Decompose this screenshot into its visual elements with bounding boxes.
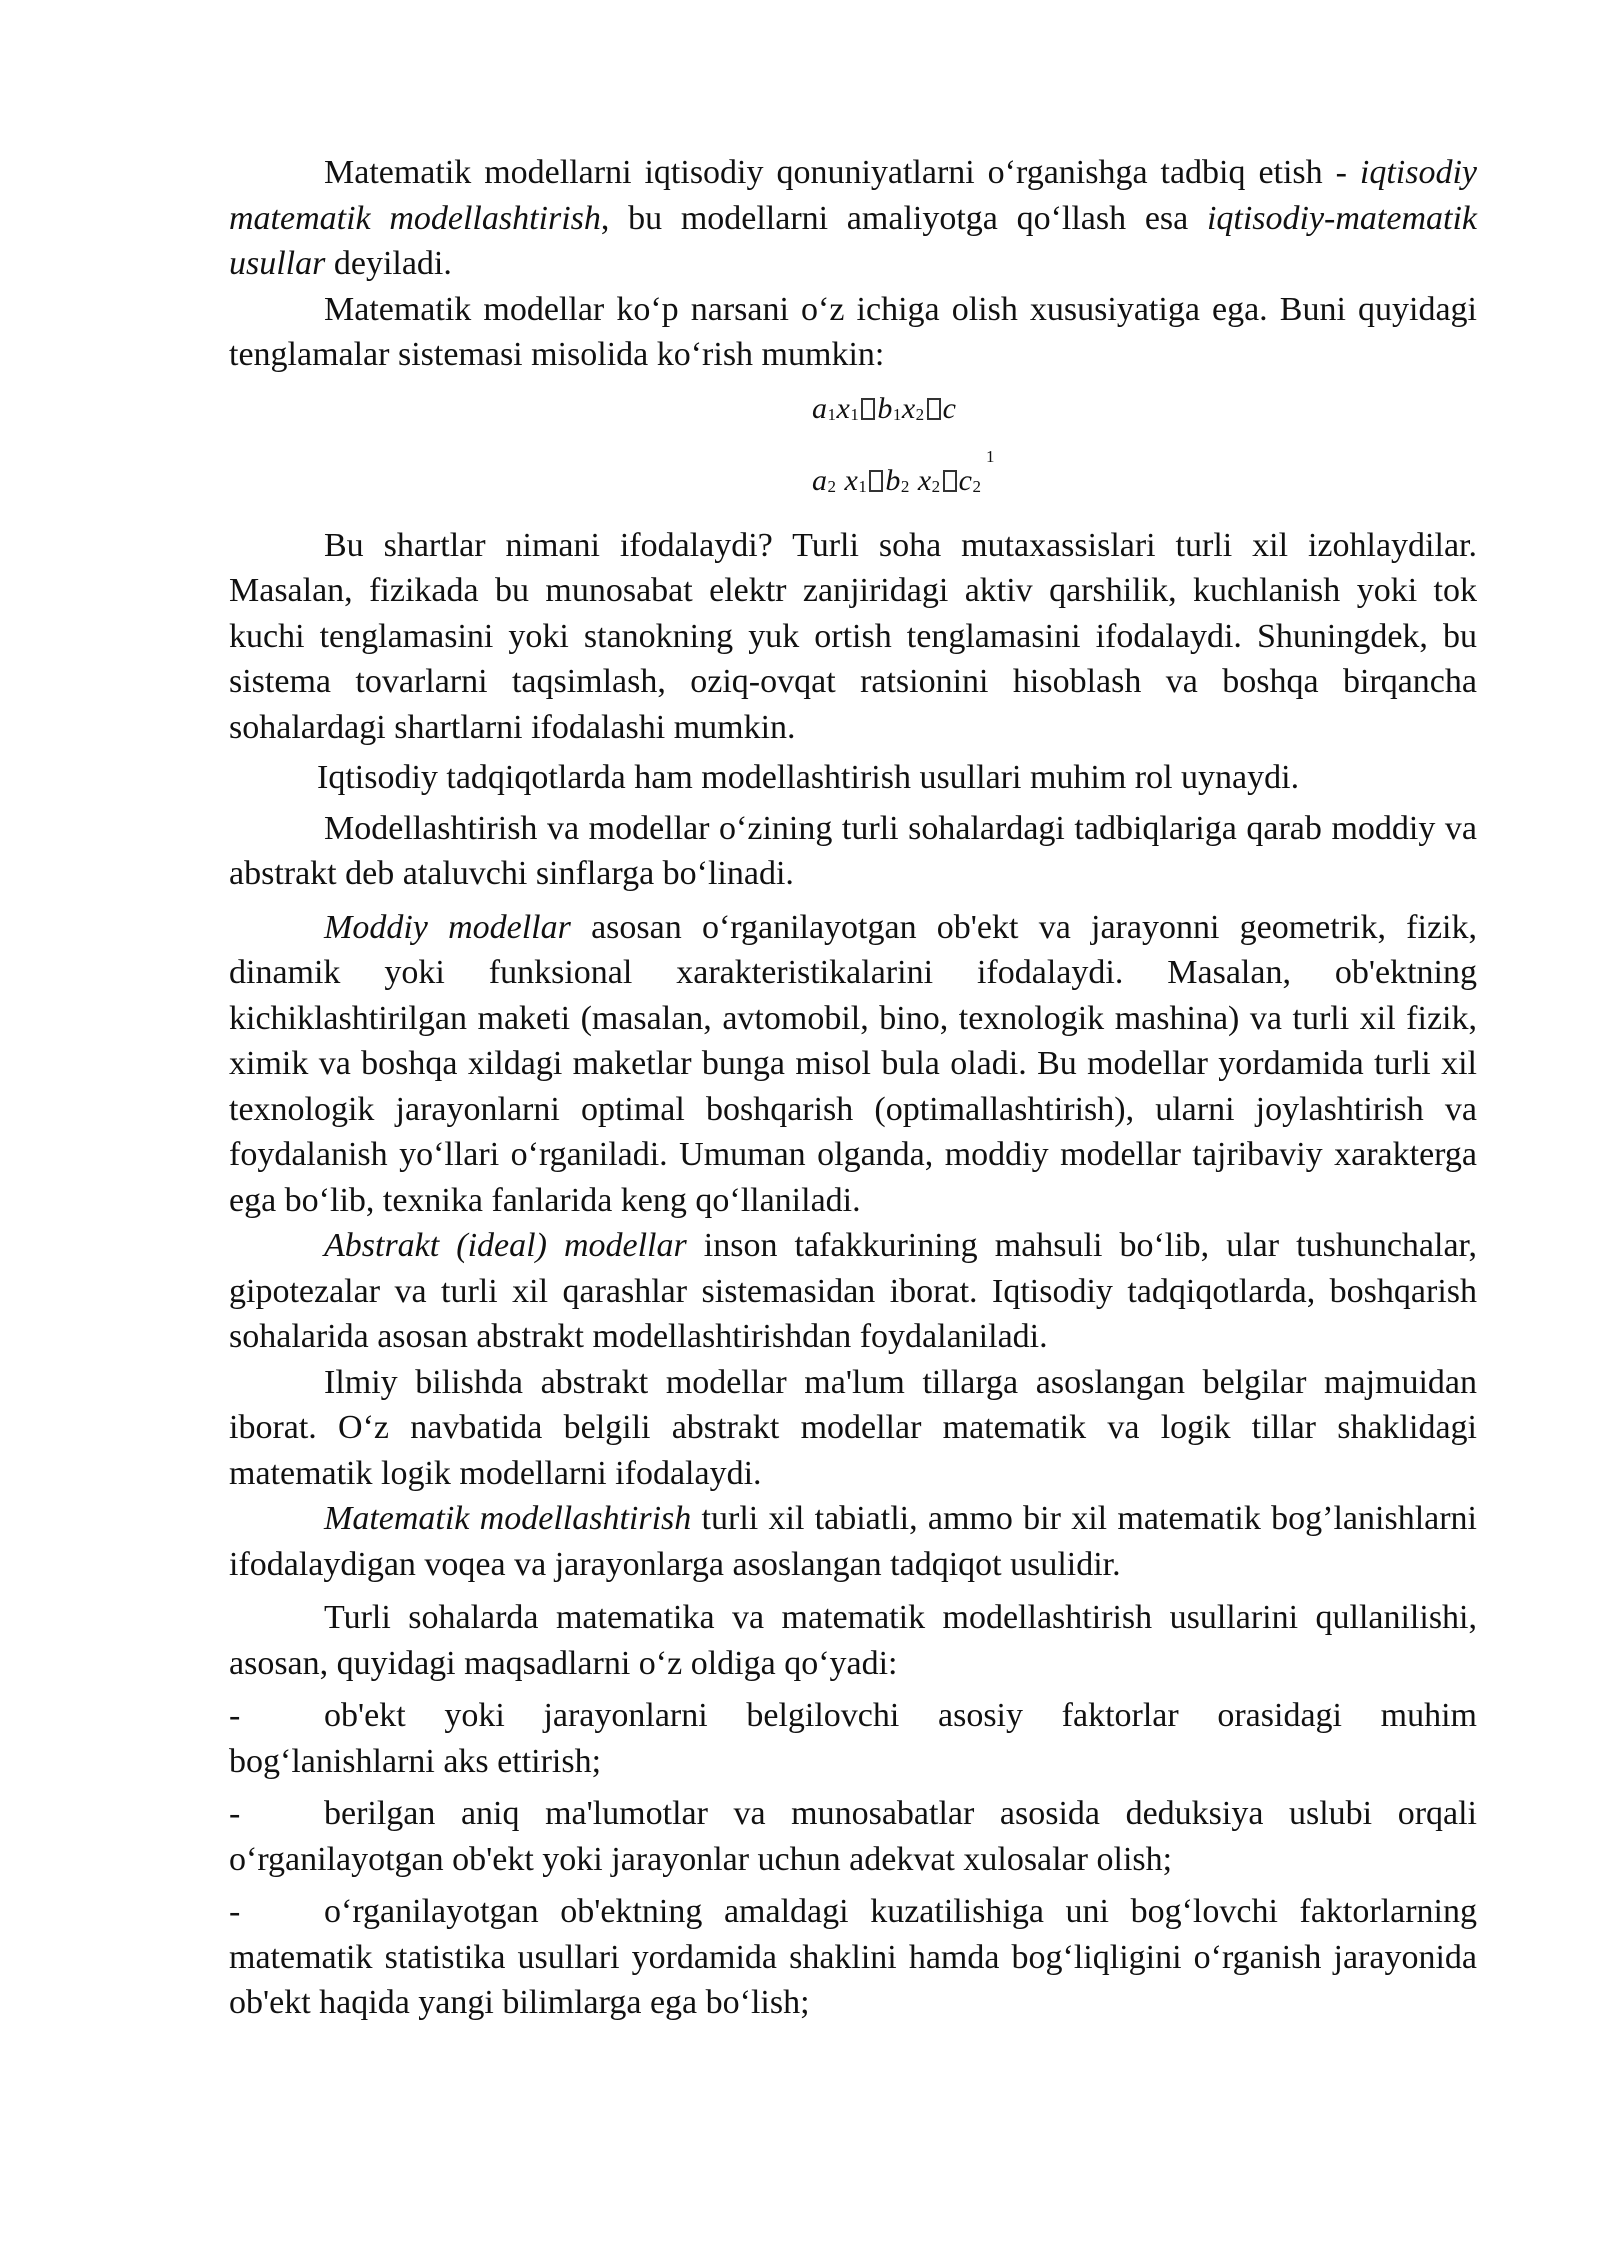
paragraph-math-modelling <box>229 1496 1477 1587</box>
italic-term: Abstrakt (ideal) modellar <box>324 1227 687 1264</box>
eq-subscript: 1 <box>892 404 902 424</box>
paragraph-text: Matematik modellarni iqtisodiy qonuniyatlarni o‘rganishga tadbiq etish - <box>324 154 1360 191</box>
eq-subscript: 2 <box>900 476 910 496</box>
paragraph-text: turli xil tabiatli, ammo bir xil matematik bog’lanishlarni ifodalaydigan voqea va jarayonlarga asoslangan tadqiqot usulidir. <box>229 1500 1478 1583</box>
paragraph-text: asosan o‘rganilayotgan ob'ekt va jarayonni geometrik, fizik, dinamik yoki funksional xarakteristikalarini ifodalaydi. Masalan, ob'ektning kichiklashtirilgan maketi (masalan, avtomobil, bino, texnologik mashina) va turli xil fizik, ximik va boshqa xildagi maketlar bunga misol bula oladi. Bu modellar yordamida turli xil texnologik jarayonlarni optimal boshqarish (optimallashtirish), ularni joylashtirish va foydalanish yo‘llari o‘rganiladi. Umuman olganda, moddiy modellar tajribaviy xarakterga ega bo‘lib, texnika fanlarida keng qo‘llaniladi. <box>229 908 1477 1219</box>
eq-subscript: 2 <box>931 476 941 496</box>
eq-subscript: 1 <box>850 404 860 424</box>
equation-system <box>229 378 1477 523</box>
eq-symbol: c <box>958 463 973 497</box>
paragraph-intro <box>229 150 1477 287</box>
paragraph-text: inson tafakkurining mahsuli bo‘lib, ular tushunchalar, gipotezalar va turli xil qarashlar sistemasidan iborat. Iqtisodiy tadqiqotlarda, boshqarish sohalarida asosan abstrakt modellashtirishdan foydalaniladi. <box>229 1227 1477 1355</box>
paragraph-material-models <box>229 905 1477 1224</box>
dash-marker: - <box>229 1697 241 1734</box>
eq-subscript: 1 <box>858 476 868 496</box>
list-item-text: o‘rganilayotgan ob'ektning amaldagi kuzatilishiga uni bog‘lovchi faktorlarning matematik statistika usullari yordamida shaklini hamda bog‘liqligini o‘rganish jarayonida ob'ekt haqida yangi bilimlarga ega bo‘lish; <box>229 1893 1477 2021</box>
dash-marker: - <box>229 1795 241 1832</box>
italic-term: iqtisodiy matematik modellashtirish <box>229 154 1477 237</box>
equation-row-1 <box>812 386 956 438</box>
equation-row-2 <box>812 458 981 510</box>
missing-glyph-icon <box>861 398 875 420</box>
italic-term: iqtisodiy-matematik usullar <box>229 199 1477 282</box>
missing-glyph-icon <box>869 470 883 492</box>
eq-symbol: b <box>877 391 893 425</box>
eq-symbol: a <box>812 391 828 425</box>
eq-symbol: b <box>885 463 901 497</box>
eq-symbol: x <box>836 391 851 425</box>
eq-symbol: a <box>812 463 828 497</box>
list-item <box>229 1693 1477 1784</box>
paragraph-economic-research: Iqtisodiy tadqiqotlarda ham modellashtirish usullari muhim rol uynaydi. <box>317 759 1300 796</box>
paragraph-goals: Turli sohalarda matematika va matematik modellashtirish usullarini qullanilishi, asosan, quyidagi maqsadlarni o‘z oldiga qo‘yadi: <box>229 1599 1477 1682</box>
italic-term: Matematik modellashtirish <box>324 1500 692 1537</box>
paragraph-interpretation: Bu shartlar nimani ifodalaydi? Turli soha mutaxassislari turli xil izohlaydilar. Masalan, fizikada bu munosabat elektr zanjiridagi aktiv qarshilik, kuchlanish yoki tok kuchi tenglamasini yoki stanokning yuk ortish tenglamasini ifodalaydi. Shuningdek, bu sistema tovarlarni taqsimlash, oziq-ovqat ratsionini hisoblash va boshqa birqancha sohalardagi shartlarni ifodalashi mumkin. <box>229 526 1477 746</box>
eq-symbol: x <box>901 391 916 425</box>
dash-marker: - <box>229 1893 241 1930</box>
missing-glyph-icon <box>927 398 941 420</box>
missing-glyph-icon <box>943 470 957 492</box>
italic-term: Moddiy modellar <box>324 908 571 946</box>
list-item-text: berilgan aniq ma'lumotlar va munosabatlar asosida deduksiya uslubi orqali o‘rganilayotgan ob'ekt yoki jarayonlar uchun adekvat xulosalar olish; <box>229 1795 1477 1878</box>
eq-symbol: c <box>942 391 957 425</box>
paragraph-text: deyiladi. <box>325 245 452 282</box>
list-item <box>229 1889 1477 2026</box>
paragraph-scientific-knowledge: Ilmiy bilishda abstrakt modellar ma'lum tillarga asoslangan belgilar majmuidan iborat. O‘z navbatida belgili abstrakt modellar matematik va logik tillar shaklidagi matematik logik modellarni ifodalaydi. <box>229 1363 1477 1492</box>
document-page <box>229 150 1477 2026</box>
list-item <box>229 1791 1477 1882</box>
paragraph-abstract-models <box>229 1223 1477 1360</box>
paragraph-text: , bu modellarni amaliyotga qo‘llash esa <box>600 199 1207 237</box>
equation-subscript-1: 1 <box>986 446 995 466</box>
eq-subscript: 2 <box>972 476 982 496</box>
eq-subscript: 2 <box>915 404 925 424</box>
paragraph-models-scope: Matematik modellar ko‘p narsani o‘z ichiga olish xususiyatiga ega. Buni quyidagi tenglamalar sistemasi misolida ko‘rish mumkin: <box>229 290 1477 373</box>
eq-symbol: x <box>917 463 932 497</box>
eq-symbol: x <box>844 463 859 497</box>
eq-subscript: 1 <box>827 404 837 424</box>
list-item-text: ob'ekt yoki jarayonlarni belgilovchi asosiy faktorlar orasidagi muhim bog‘lanishlarni aks ettirish; <box>229 1697 1477 1780</box>
paragraph-model-classes: Modellashtirish va modellar o‘zining turli sohalardagi tadbiqlariga qarab moddiy va abstrakt deb ataluvchi sinflarga bo‘linadi. <box>229 809 1477 892</box>
eq-subscript: 2 <box>827 476 837 496</box>
